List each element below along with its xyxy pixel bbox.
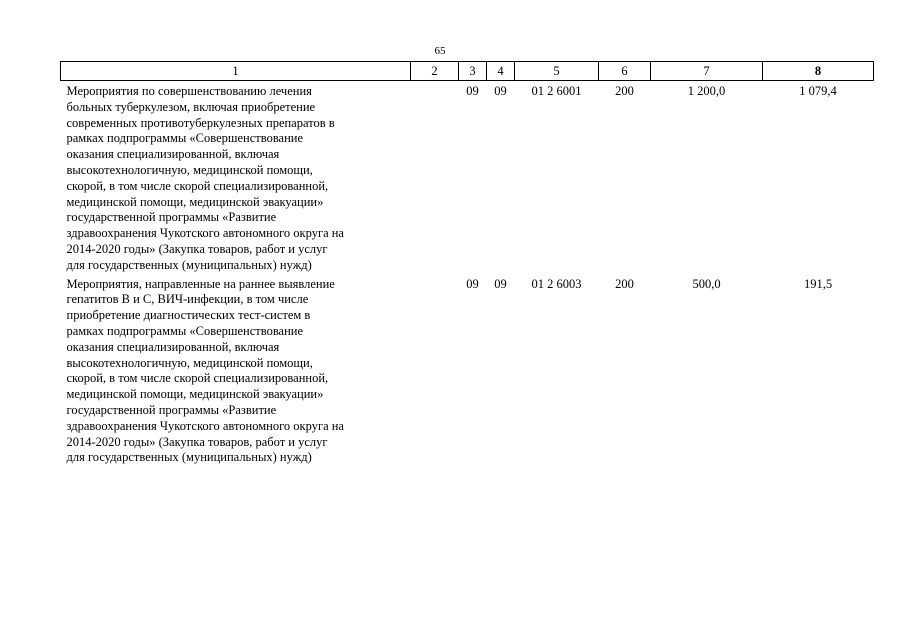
row-col-2 bbox=[411, 274, 459, 467]
row-col-3: 09 bbox=[466, 84, 479, 98]
row-col-2 bbox=[411, 81, 459, 274]
header-col-3: 3 bbox=[459, 62, 487, 81]
header-row bbox=[61, 62, 874, 81]
table-row bbox=[61, 274, 874, 467]
header-col-8: 8 bbox=[763, 62, 874, 81]
header-col-5: 5 bbox=[515, 62, 599, 81]
row-description: Мероприятия по совершенствованию лечения больных туберкулезом, включая приобретение современных противотуберкулезных препаратов в рамках подпрограммы «Совершенствование оказания специализированной, включая высокотехнологичную, медицинской помощи, скорой, в том числе скорой специализированной, медицинской помощи, медицинской эвакуации» государственной программы «Развитие здравоохранения Чукотского автономного округа на 2014-2020 годы» (Закупка товаров, работ и услуг для государственных (муниципальных) нужд) bbox=[66, 84, 344, 272]
header-col-1: 1 bbox=[61, 62, 411, 81]
row-col-5: 01 2 6003 bbox=[531, 276, 582, 291]
row-col-5: 01 2 6001 bbox=[531, 84, 582, 98]
page-number: 65 bbox=[434, 45, 446, 57]
table-row bbox=[61, 81, 874, 274]
header-col-4: 4 bbox=[487, 62, 515, 81]
row-description: Мероприятия, направленные на раннее выявление гепатитов B и C, ВИЧ-инфекции, в том числе приобретение диагностических тест-систем в рамках подпрограммы «Совершенствование оказания специализированной, включая высокотехнологичную, медицинской помощи, скорой, в том числе скорой специализированной, медицинской помощи, медицинской эвакуации» государственной программы «Развитие здравоохранения Чукотского автономного округа на 2014-2020 годы» (Закупка товаров, работ и услуг для государственных (муниципальных) нужд) bbox=[66, 276, 344, 465]
header-col-6: 6 bbox=[599, 62, 651, 81]
row-col-7: 500,0 bbox=[692, 276, 721, 291]
row-col-6: 200 bbox=[615, 84, 634, 98]
header-col-2: 2 bbox=[411, 62, 459, 81]
row-col-6: 200 bbox=[615, 276, 634, 291]
row-col-3: 09 bbox=[466, 276, 479, 291]
header-col-7: 7 bbox=[651, 62, 763, 81]
row-col-8: 1 079,4 bbox=[799, 84, 837, 98]
row-col-4: 09 bbox=[494, 84, 507, 98]
row-col-8: 191,5 bbox=[803, 276, 833, 291]
budget-table bbox=[60, 61, 874, 466]
row-col-4: 09 bbox=[494, 276, 507, 291]
row-col-7: 1 200,0 bbox=[687, 84, 726, 98]
